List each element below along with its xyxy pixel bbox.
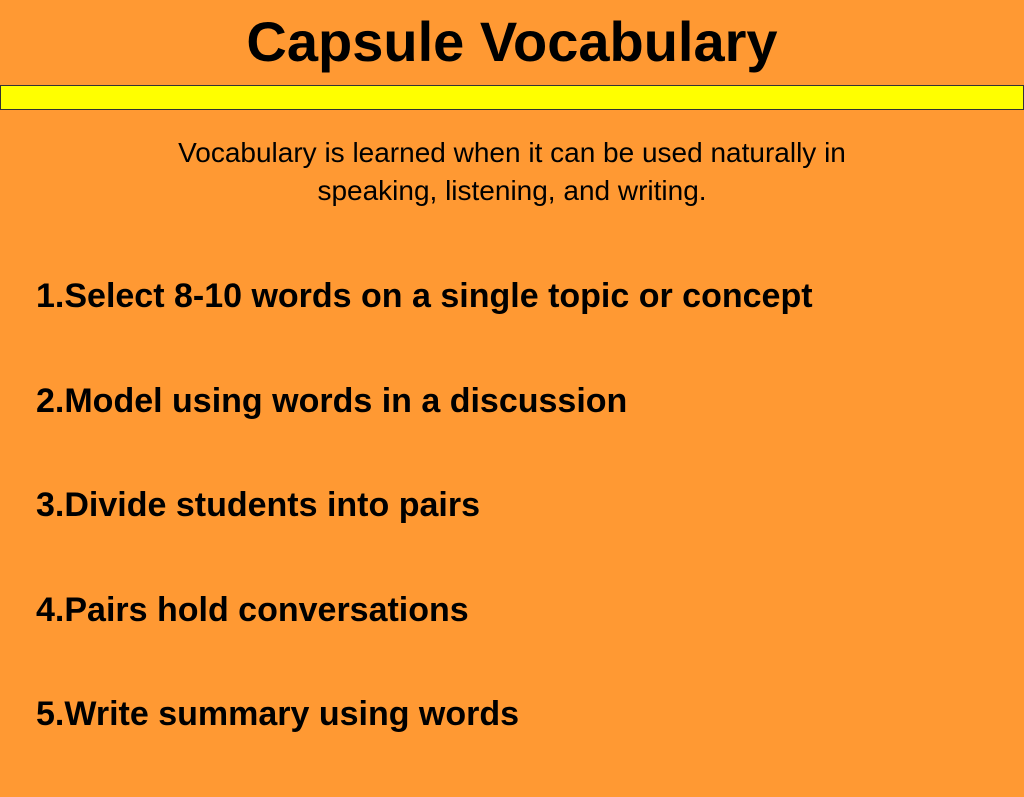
step-item-2: 2.Model using words in a discussion	[36, 381, 628, 420]
step-item-3: 3.Divide students into pairs	[36, 486, 480, 524]
step-item-4: 4.Pairs hold conversations	[36, 590, 469, 629]
intro-line-1: Vocabulary is learned when it can be used naturally in	[178, 137, 846, 168]
steps-list	[36, 274, 813, 797]
intro-line-2: speaking, listening, and writing.	[317, 175, 707, 206]
slide-title: Capsule Vocabulary	[246, 10, 778, 73]
intro-text	[0, 134, 1024, 210]
yellow-divider-bar	[0, 85, 1024, 110]
step-item-1: 1.Select 8-10 words on a single topic or concept	[36, 277, 813, 315]
step-item-5: 5.Write summary using words	[36, 695, 520, 733]
